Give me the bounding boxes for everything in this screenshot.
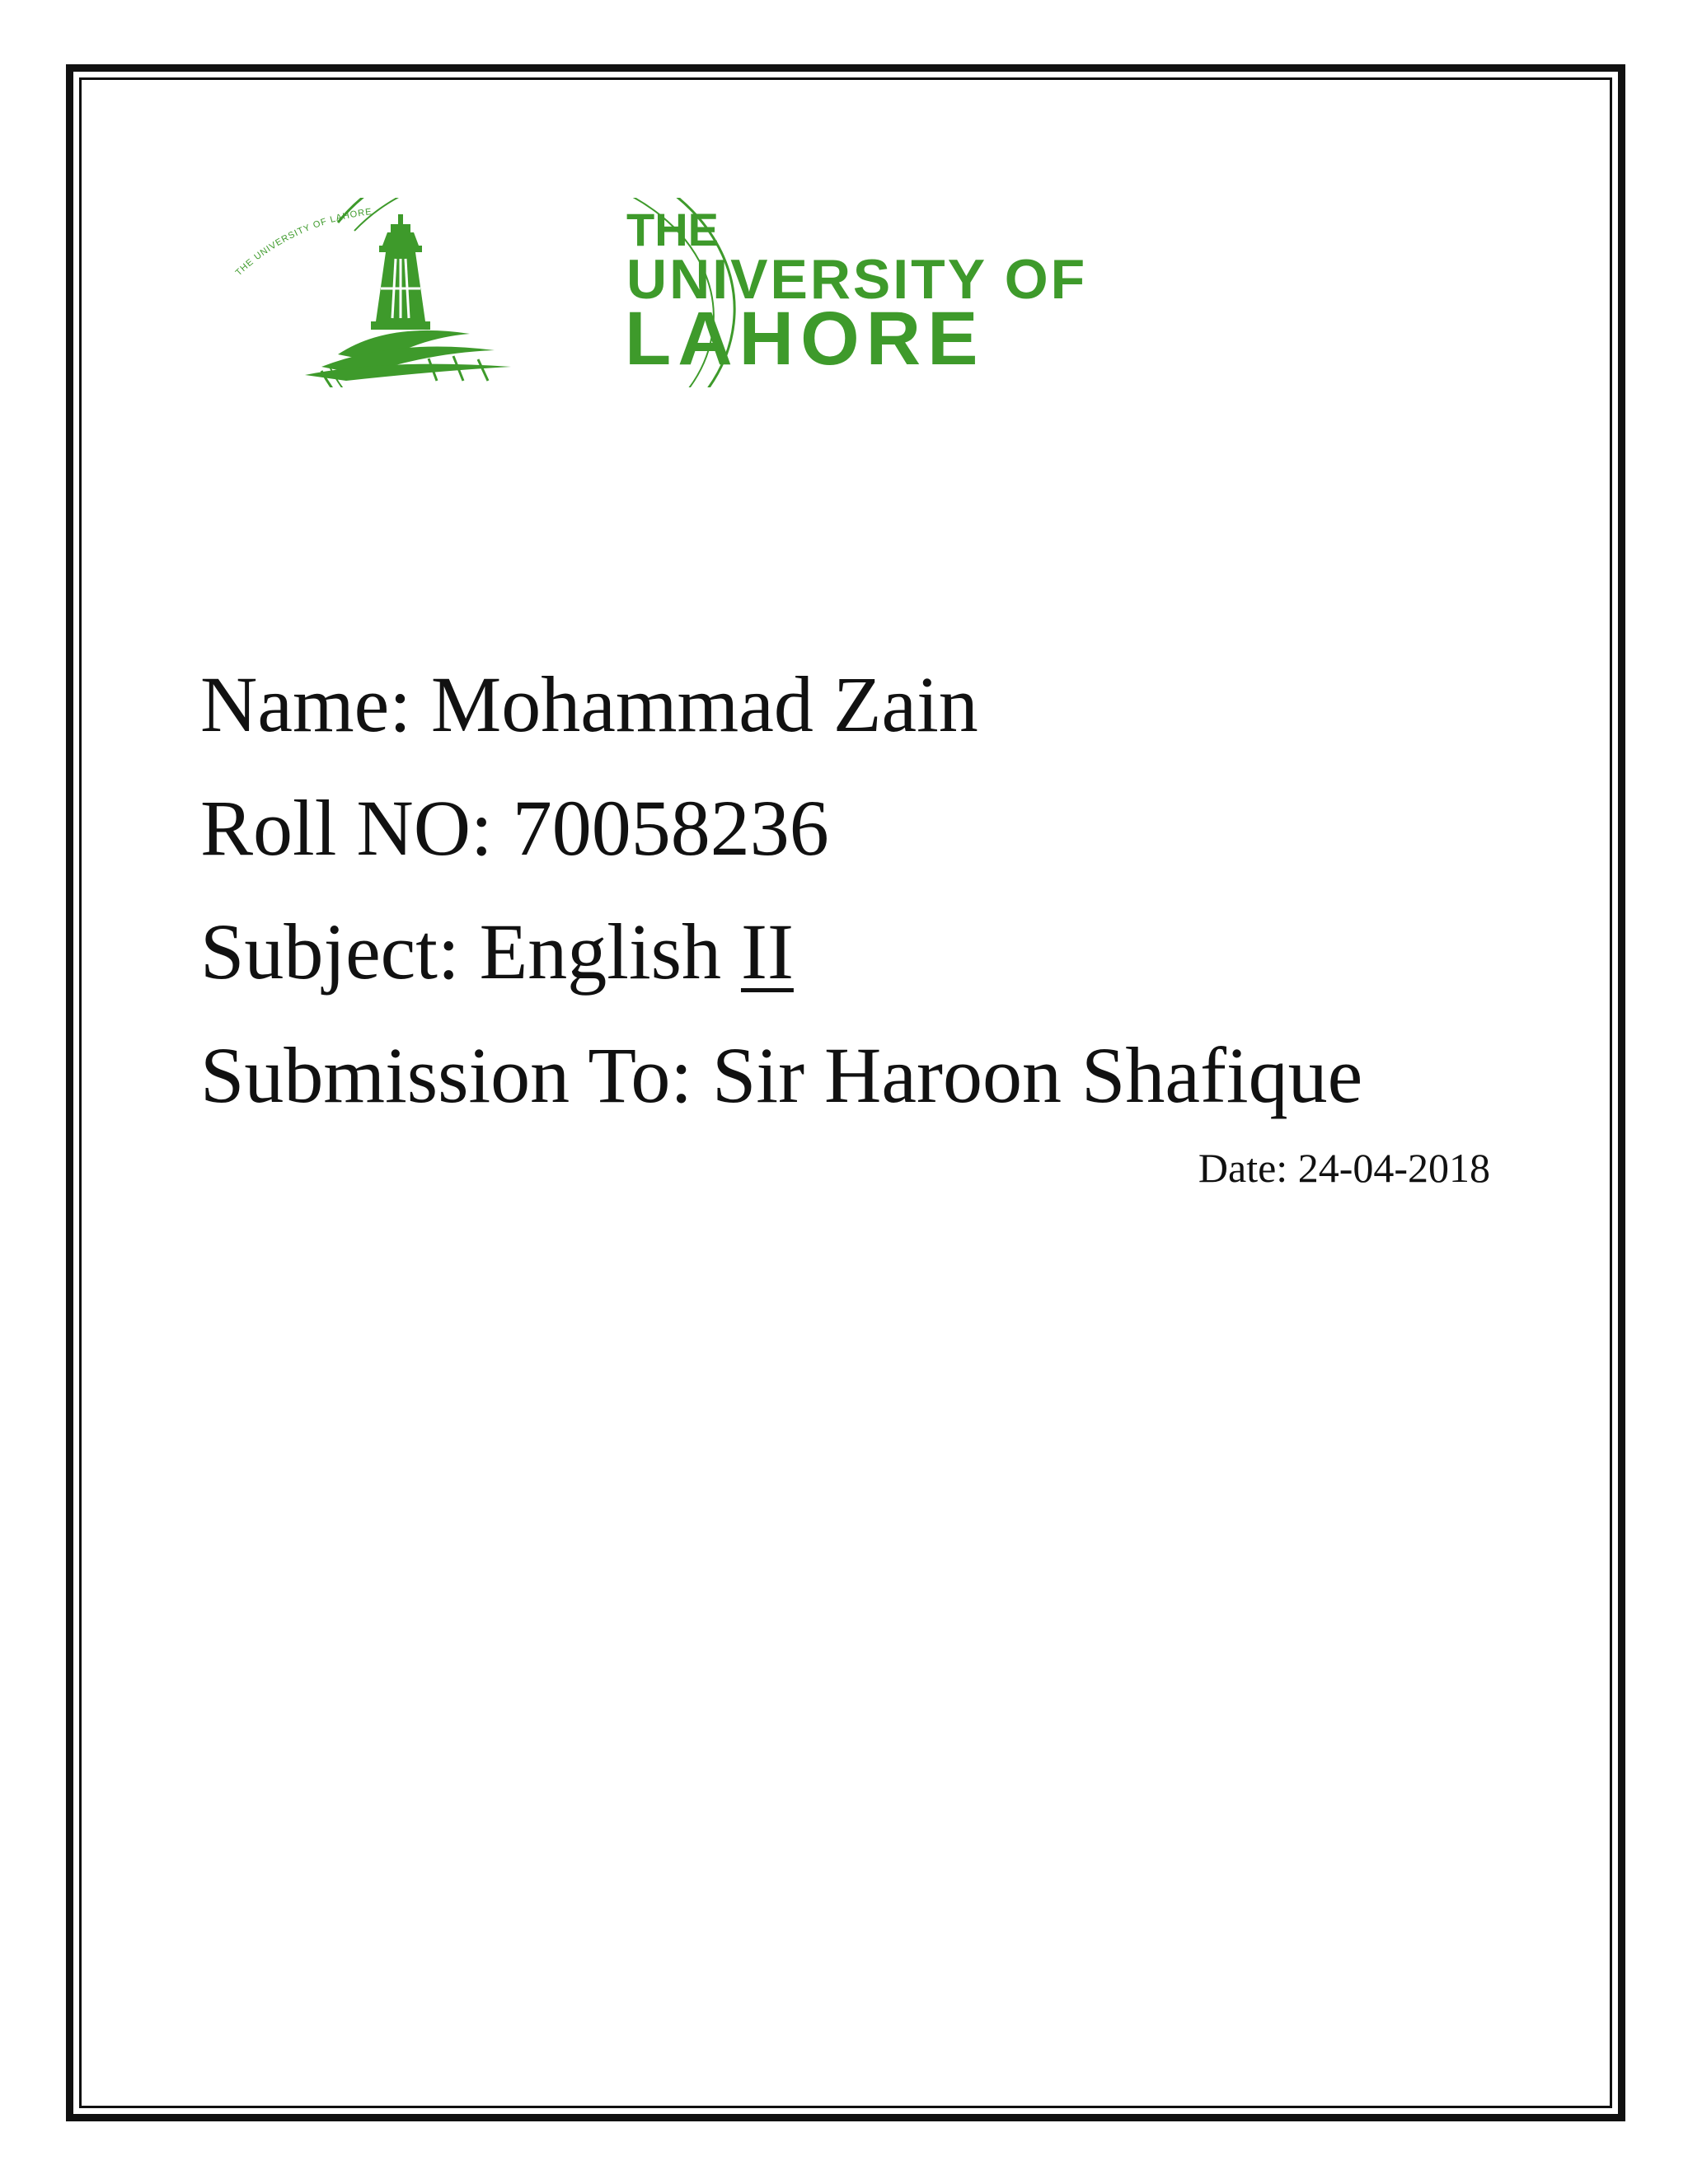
date-value: 24-04-2018 (1297, 1145, 1490, 1191)
submission-line (200, 1014, 1519, 1137)
subject-value: English (479, 907, 721, 996)
submission-label: Submission To: (200, 1031, 692, 1119)
logo-line-university-of: UNIVERSITY OF (626, 248, 1088, 311)
name-label: Name: (200, 660, 411, 748)
subject-suffix: II (740, 907, 794, 996)
submission-value: Sir Haroon Shafique (712, 1031, 1363, 1119)
name-line (200, 643, 1519, 766)
logo-line-the: THE (626, 204, 719, 255)
student-info (200, 643, 1519, 1137)
roll-number-label: Roll NO: (200, 784, 493, 872)
roll-number-line (200, 766, 1519, 890)
date-label: Date: (1198, 1145, 1288, 1191)
logo-line-lahore: LAHORE (625, 297, 985, 381)
university-logo (223, 198, 1376, 387)
name-value: Mohammad Zain (430, 660, 978, 748)
subject-label: Subject: (200, 907, 460, 996)
roll-number-value: 70058236 (512, 784, 829, 872)
date-line (1198, 1144, 1490, 1192)
svg-text:THE UNIVERSITY OF LAHORE: THE UNIVERSITY OF LAHORE (233, 207, 373, 279)
subject-line (200, 890, 1519, 1014)
